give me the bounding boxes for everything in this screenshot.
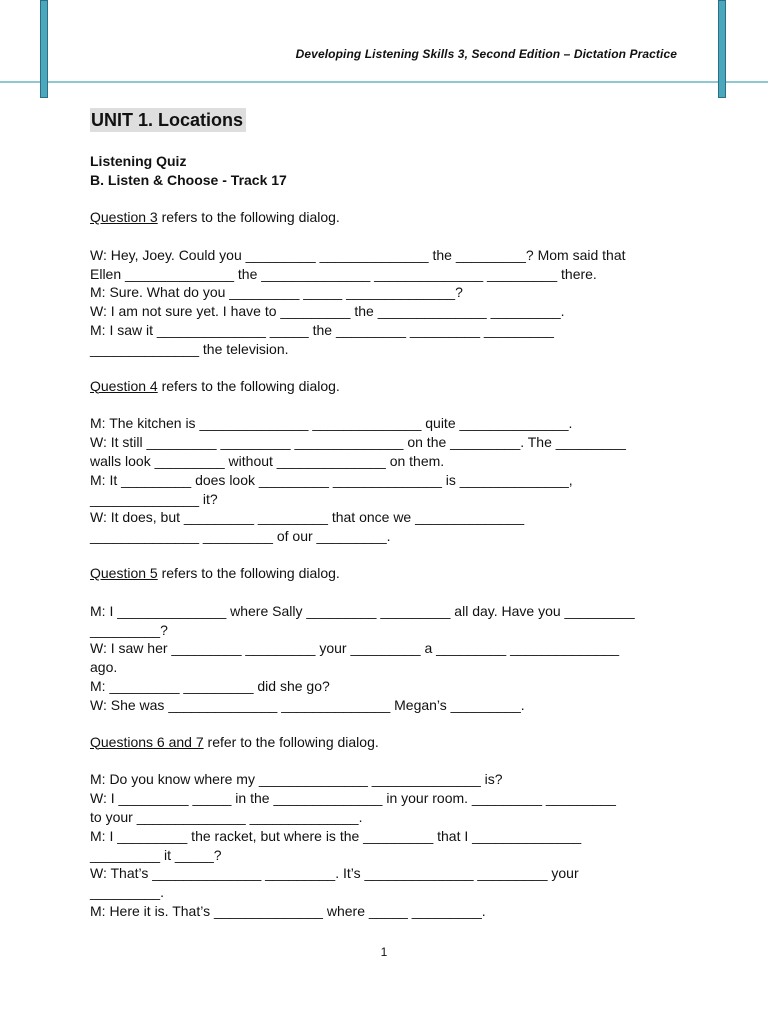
question-intro-text: refers to the following dialog.	[157, 209, 340, 225]
dialog-line: ______________ the television.	[90, 340, 289, 357]
dialog-text	[90, 770, 690, 920]
dialog-line: W: It still _________ _________ ______________ on the _________. The _________	[90, 434, 626, 451]
dialog-line: ago.	[90, 659, 118, 676]
question-intro	[90, 377, 690, 396]
dialog-line: M: I saw it ______________ _____ the _________ _________ _________	[90, 321, 554, 338]
left-tab-marker	[40, 0, 48, 98]
dialog-line: W: I am not sure yet. I have to _________ the ______________ _________.	[90, 303, 565, 320]
question-label: Question 3	[90, 209, 158, 225]
dialog-line: M: I _________ the racket, but where is the _________ that I ______________	[90, 827, 582, 844]
question-label: Question 4	[90, 377, 158, 394]
dialog-line: W: That’s ______________ _________. It’s ______________ _________ your	[90, 865, 579, 882]
question-intro	[90, 564, 690, 583]
unit-title: UNIT 1. Locations	[90, 108, 246, 132]
dialog-line: Ellen ______________ the ______________ ______________ _________ there.	[90, 265, 597, 282]
dialog-line: W: I saw her _________ _________ your _________ a _________ ______________	[90, 640, 620, 657]
section-title: B. Listen & Choose - Track 17	[90, 172, 287, 188]
question-intro-text: refer to the following dialog.	[203, 733, 379, 750]
question-intro	[90, 733, 690, 752]
dialog-line: M: It _________ does look _________ ______________ is ______________,	[90, 471, 573, 488]
dialog-line: _________ it _____?	[90, 846, 222, 863]
dialog-text	[90, 246, 690, 359]
quiz-heading	[90, 152, 690, 190]
dialog-line: W: It does, but _________ _________ that once we ______________	[90, 509, 525, 526]
dialog-line: M: _________ _________ did she go?	[90, 677, 330, 694]
quiz-title: Listening Quiz	[90, 153, 187, 169]
dialog-line: ______________ it?	[90, 490, 218, 507]
dialog-line: M: Do you know where my ______________ ______________ is?	[90, 771, 503, 788]
dialog-line: M: Here it is. That’s ______________ where _____ _________.	[90, 902, 486, 919]
running-header: Developing Listening Skills 3, Second Edition – Dictation Practice	[295, 47, 677, 61]
dialog-line: M: Sure. What do you _________ _____ ______________?	[90, 284, 463, 301]
header-rule	[0, 81, 768, 83]
dialog-line: W: She was ______________ ______________ Megan’s _________.	[90, 696, 525, 713]
page-content	[90, 108, 690, 921]
question-intro-text: refers to the following dialog.	[157, 377, 340, 394]
dialog-line: ______________ _________ of our _________.	[90, 528, 391, 545]
dialog-line: M: I ______________ where Sally _________ _________ all day. Have you _________	[90, 602, 635, 619]
dialog-line: W: I _________ _____ in the ______________ in your room. _________ _________	[90, 790, 616, 807]
dialog-line: walls look _________ without ______________ on them.	[90, 452, 445, 469]
question-intro-text: refers to the following dialog.	[157, 564, 340, 581]
dialog-text	[90, 602, 690, 715]
dialog-line: to your ______________ ______________.	[90, 808, 363, 825]
question-label: Question 5	[90, 564, 158, 581]
right-tab-marker	[718, 0, 726, 98]
page-number: 1	[380, 945, 388, 959]
question-intro	[90, 208, 690, 227]
question-label: Questions 6 and 7	[90, 733, 204, 750]
dialog-line: _________?	[90, 621, 168, 638]
dialog-line: _________.	[90, 884, 164, 901]
question-list	[90, 208, 690, 921]
dialog-line: W: Hey, Joey. Could you _________ ______________ the _________? Mom said that	[90, 246, 626, 263]
dialog-text	[90, 414, 690, 546]
dialog-line: M: The kitchen is ______________ ______________ quite ______________.	[90, 415, 573, 432]
